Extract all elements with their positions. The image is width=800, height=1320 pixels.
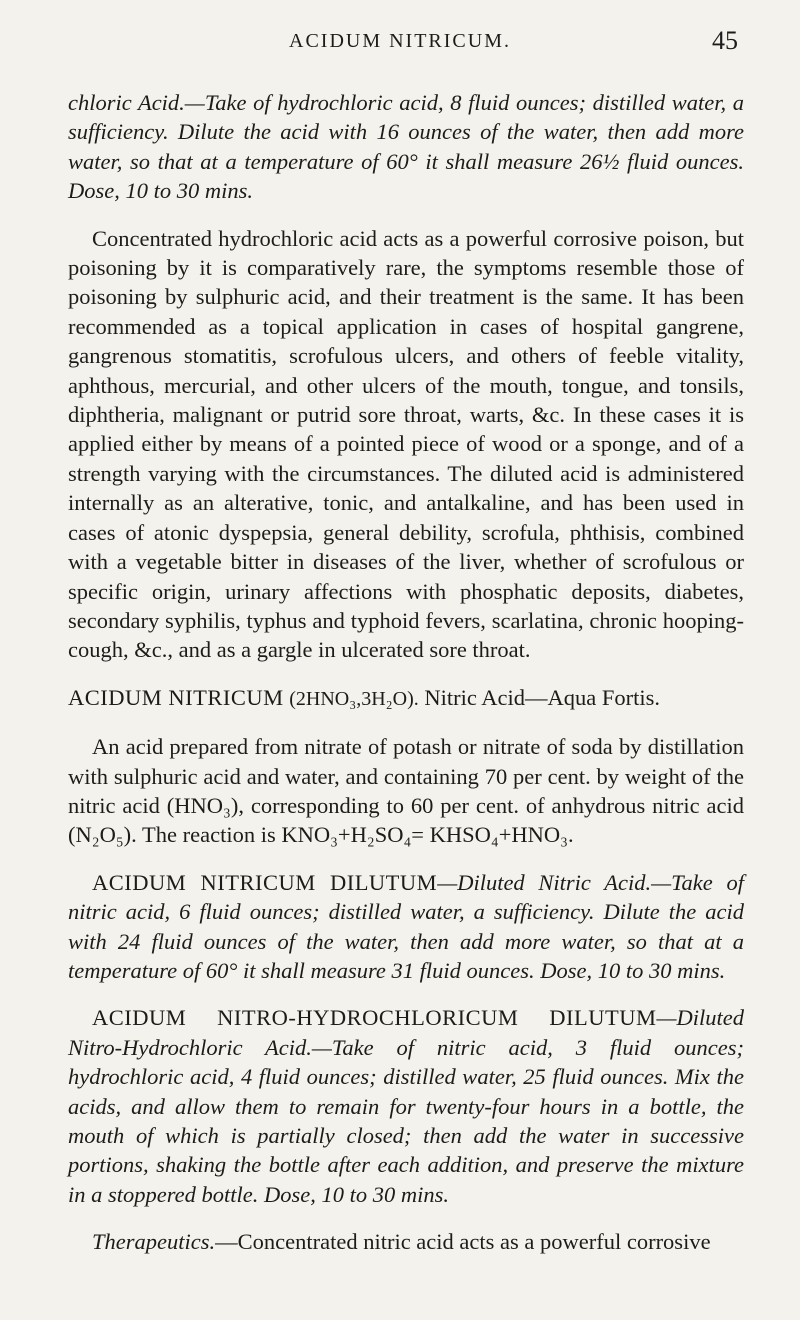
therapeutics-label: Therapeutics. [92,1229,216,1255]
paragraph-therapeutics [68,1227,744,1256]
paragraph-hydrochloric-therapeutics [68,224,744,665]
paragraph-nitric-description [68,732,744,850]
section-text: —Diluted Nitro-Hydrochloric Acid.—Take of nitric acid, 3 fluid ounces; hydrochloric acid, 4 fluid ounces; distilled water, 25 fluid ounces. Mix the acids, and allow them to remain for twenty-four hours in a bottle, the mouth of which is partially closed; then add the water in successive portions, shaking the bottle after each addition, and preserve the mixture in a stoppered bottle. Dose, 10 to 30 mins. [68,1005,744,1207]
paragraph-text: An acid prepared from nitrate of potash or nitrate of soda by distillation with sulphuric acid and water, and containing 70 per cent. by weight of the nitric acid (HNO₃), corresponding to 60 per cent. of anhydrous nitric acid (N₂O₅). The reaction is KNO₃+H₂SO₄= KHSO₄+HNO₃. [68,734,744,848]
page-header [0,22,800,62]
page-body [68,88,744,1275]
paragraph-dilute-hydrochloric-preparation [68,88,744,206]
section-text: —Diluted Nitric Acid.—Take of nitric acid, 6 fluid ounces; distilled water, a sufficiency. Dilute the acid with 24 fluid ounces of the water, then add more water, so that at a temperature of 60° it shall measure 31 fluid ounces. Dose, 10 to 30 mins. [68,869,744,983]
running-title: ACIDUM NITRICUM. [289,30,511,52]
section-synonym: Nitric Acid—Aqua Fortis. [424,684,660,710]
section-title: ACIDUM NITRICUM DILUTUM [92,869,438,895]
page-number: 45 [712,26,738,55]
section-title: ACIDUM NITRO-HYDROCHLORICUM DILUTUM [92,1005,657,1031]
paragraph-text: —Concentrated nitric acid acts as a powerful corrosive [215,1229,711,1255]
section-acidum-nitricum-dilutum [68,868,744,986]
section-title: ACIDUM NITRICUM [68,684,284,710]
chemical-formula: (2HNO₃,3H₂O). [289,687,419,710]
paragraph-text: Concentrated hydrochloric acid acts as a powerful corrosive poison, but poisoning by it is comparatively rare, the symptoms resemble those of poisoning by sulphuric acid, and their treatment is the same. It has been recommended as a topical application in cases of hospital gangrene, gangrenous stomatitis, scrofulous ulcers, and others of feeble vitality, aphthous, mercurial, and other ulcers of the mouth, tongue, and tonsils, diphtheria, malignant or putrid sore throat, warts, &c. In these cases it is applied either by means of a pointed piece of wood or a sponge, and of a strength varying with the circumstances. The diluted acid is administered internally as an alterative, tonic, and antalkaline, and has been used in cases of atonic dyspepsia, general debility, scrofula, phthisis, combined with a vegetable bitter in diseases of the liver, whether of scrofulous or specific origin, urinary affections with phosphatic deposits, diabetes, secondary syphilis, typhus and typhoid fevers, scarlatina, chronic hooping-cough, &c., and as a gargle in ulcerated sore throat. [68,225,744,663]
paragraph-text: chloric Acid.—Take of hydrochloric acid, 8 fluid ounces; distilled water, a sufficiency. Dilute the acid with 16 ounces of the water, then add more water, so that at a temperature of 60° it shall measure 26½ fluid ounces. Dose, 10 to 30 mins. [68,90,744,204]
section-heading-acidum-nitricum [68,683,744,714]
section-acidum-nitro-hydrochloricum-dilutum [68,1003,744,1209]
